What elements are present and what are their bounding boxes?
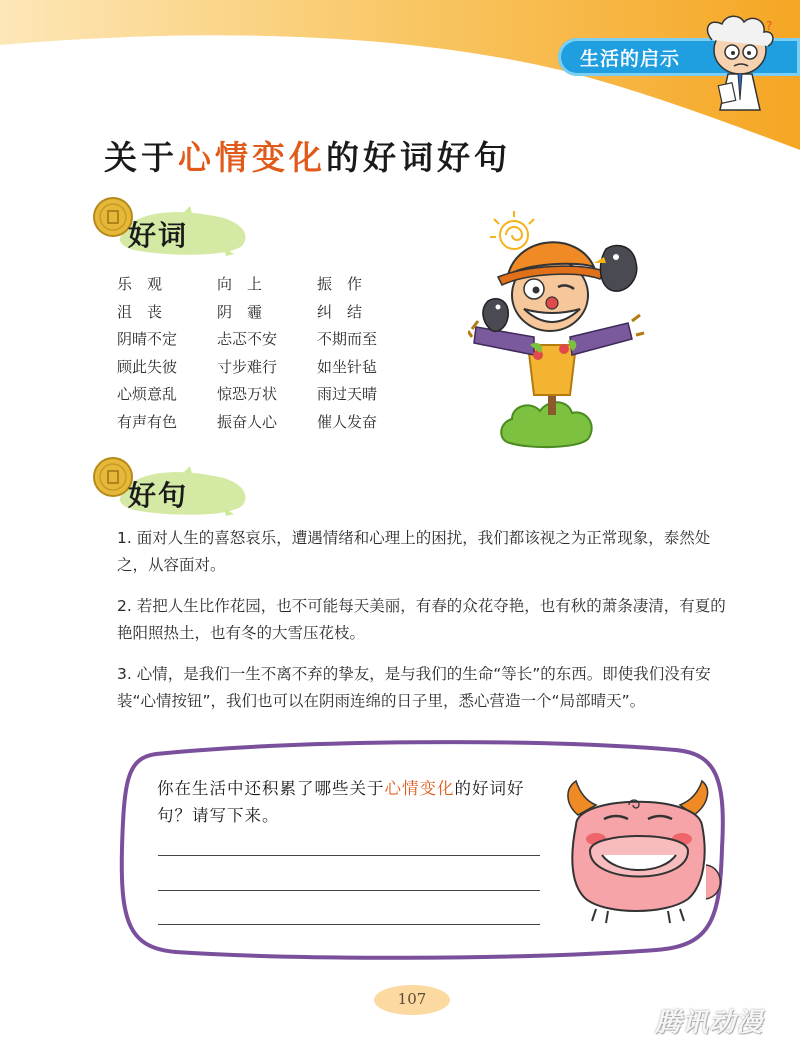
word-item: 寸步难行 <box>217 357 278 376</box>
word-item: 忐忑不安 <box>217 330 278 349</box>
word-item: 心烦意乱 <box>117 385 178 404</box>
watermark-logo: 腾讯动漫 <box>655 1008 764 1038</box>
word-item: 如坐针毡 <box>317 357 378 376</box>
word-row <box>117 270 417 298</box>
word-item: 沮 丧 <box>117 302 163 321</box>
word-item: 振 作 <box>317 275 363 294</box>
word-row <box>117 298 417 326</box>
word-item: 阴晴不定 <box>117 330 178 349</box>
section-heading-sentences <box>92 456 262 526</box>
title-suffix: 的好词好句 <box>326 138 511 177</box>
answer-line[interactable] <box>158 924 540 925</box>
page-title <box>104 132 511 179</box>
answer-line[interactable] <box>158 890 540 891</box>
word-item: 雨过天晴 <box>317 385 378 404</box>
word-item: 不期而至 <box>317 330 378 349</box>
sentence-item: 1. 面对人生的喜怒哀乐，遭遇情绪和心理上的困扰，我们都该视之为正常现象，泰然处之，从容面对。 <box>117 529 711 574</box>
title-highlight: 心情变化 <box>178 138 326 177</box>
word-item: 有声有色 <box>117 412 178 431</box>
title-prefix: 关于 <box>104 138 178 177</box>
word-item: 催人发奋 <box>317 412 378 431</box>
word-row <box>117 380 417 408</box>
word-row <box>117 353 417 381</box>
header-tab-label: 生活的启示 <box>580 48 681 70</box>
word-item: 向 上 <box>217 275 263 294</box>
word-item: 纠 结 <box>317 302 363 321</box>
sentence-item: 2. 若把人生比作花园，也不可能每天美丽，有春的众花夺艳，也有秋的萧条凄清，有夏的艳阳照热土，也有冬的大雪压花枝。 <box>117 597 726 642</box>
task-highlight: 心情变化 <box>384 779 455 798</box>
professor-illustration <box>690 10 800 120</box>
section-heading-words <box>92 196 262 266</box>
word-list <box>117 270 417 435</box>
word-item: 乐 观 <box>117 275 163 294</box>
task-suffix: 的好词好句？请写下来。 <box>157 779 525 825</box>
svg-text:?: ? <box>766 19 773 33</box>
task-prefix: 你在生活中还积累了哪些关于 <box>157 779 385 798</box>
answer-line[interactable] <box>158 855 540 856</box>
word-item: 惊恐万状 <box>217 385 278 404</box>
scarecrow-illustration <box>468 205 658 450</box>
page-number: 107 <box>397 990 427 1008</box>
writing-task-prompt <box>157 775 542 829</box>
section-label-words: 好词 <box>128 219 189 252</box>
word-row <box>117 408 417 436</box>
sentence-item: 3. 心情，是我们一生不离不弃的挚友，是与我们的生命“等长”的东西。即使我们没有安装“心情按钮”，我们也可以在阴雨连绵的日子里，悉心营造一个“局部晴天”。 <box>117 665 711 710</box>
sentence-list <box>117 525 729 729</box>
section-label-sentences: 好句 <box>128 479 189 512</box>
word-item: 振奋人心 <box>217 412 278 431</box>
word-item: 阴 霾 <box>217 302 263 321</box>
word-row <box>117 325 417 353</box>
pink-monster-illustration <box>556 775 726 925</box>
word-item: 顾此失彼 <box>117 357 178 376</box>
